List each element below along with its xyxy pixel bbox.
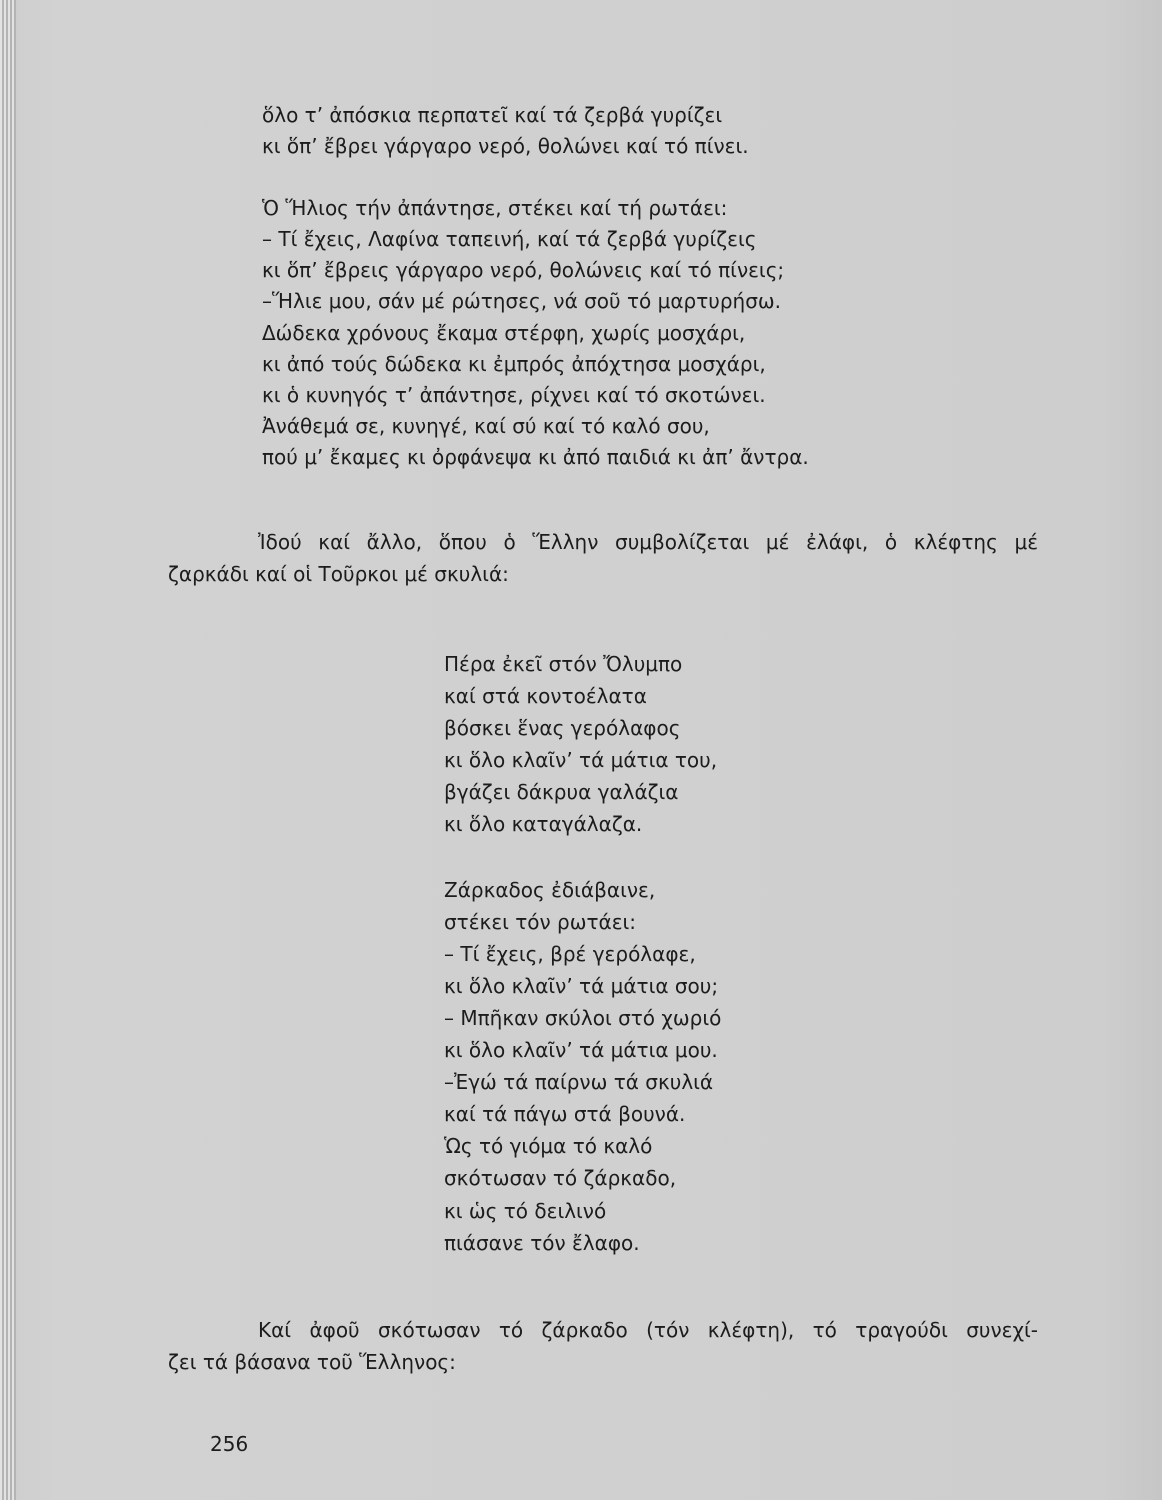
poem-line: Πέρα ἐκεῖ στόν Ὄλυμπο — [444, 652, 683, 676]
page-edge — [0, 0, 16, 1500]
prose-paragraph — [168, 526, 1038, 590]
poem-line: κι ὅπ’ ἔβρει γάργαρο νερό, θολώνει καί τό πίνει. — [262, 134, 749, 159]
poem-line: Ὁ Ἥλιος τήν ἀπάντησε, στέκει καί τή ρωτάει: — [262, 196, 728, 221]
poem-line: πού μ’ ἔκαμες κι ὀρφάνεψα κι ἀπό παιδιά κι ἀπ’ ἄντρα. — [262, 444, 809, 469]
paragraph-line: ζαρκάδι καί οἱ Τοῦρκοι μέ σκυλιά: — [168, 562, 509, 586]
poem-line: – Μπῆκαν σκύλοι στό χωριό — [444, 1005, 722, 1030]
poem-line: καί τά πάγω στά βουνά. — [444, 1102, 686, 1127]
poem-line: κι ὅλο κλαῖν’ τά μάτια του, — [444, 748, 718, 773]
stanza-gap — [262, 162, 809, 193]
stanza-gap — [444, 841, 721, 874]
poem-line: –Ἥλιε μου, σάν μέ ρώτησες, νά σοῦ τό μαρτυρήσω. — [262, 289, 781, 314]
poem-line: κι ὡς τό δειλινό — [444, 1198, 607, 1223]
poem-line: κι ὁ κυνηγός τ’ ἀπάντησε, ρίχνει καί τό σκοτώνει. — [262, 382, 766, 407]
prose-paragraph — [168, 1314, 1038, 1378]
poem-line: καί στά κοντοέλατα — [444, 684, 647, 709]
poem-line: – Τί ἔχεις, Λαφίνα ταπεινή, καί τά ζερβά γυρίζεις — [262, 227, 757, 252]
poem-line: κι ὅλο καταγάλαζα. — [444, 812, 643, 837]
page-number: 256 — [210, 1432, 249, 1456]
poem-line: Ζάρκαδος ἐδιάβαινε, — [444, 877, 656, 902]
poem-line: σκότωσαν τό ζάρκαδο, — [444, 1166, 677, 1191]
poem-line: κι ἀπό τούς δώδεκα κι ἐμπρός ἀπόχτησα μοσχάρι, — [262, 351, 766, 376]
paragraph-first-line: Καί ἀφοῦ σκότωσαν τό ζάρκαδο (τόν κλέφτη), τό τραγούδι συνεχί- — [258, 1318, 1038, 1342]
poem-line: Δώδεκα χρόνους ἔκαμα στέρφη, χωρίς μοσχάρι, — [262, 320, 746, 345]
poem-line: πιάσανε τόν ἔλαφο. — [444, 1230, 640, 1255]
poem-line: Ὡς τό γιόμα τό καλό — [444, 1134, 653, 1159]
paragraph-first-line: Ἰδού καί ἄλλο, ὅπου ὁ Ἕλλην συμβολίζεται μέ ἐλάφι, ὁ κλέφτης μέ — [258, 530, 1038, 554]
poem-line: – Τί ἔχεις, βρέ γερόλαφε, — [444, 941, 696, 966]
poem-line: Ἀνάθεμά σε, κυνηγέ, καί σύ καί τό καλό σου, — [262, 413, 710, 438]
poem-line: στέκει τόν ρωτάει: — [444, 909, 637, 934]
paragraph-line: ζει τά βάσανα τοῦ Ἕλληνος: — [168, 1350, 456, 1374]
poem-line: ὅλο τ’ ἀπόσκια περπατεῖ καί τά ζερβά γυρίζει — [262, 103, 723, 127]
poem-line: κι ὅπ’ ἔβρεις γάργαρο νερό, θολώνεις καί τό πίνεις; — [262, 258, 785, 283]
poem-line: βόσκει ἕνας γερόλαφος — [444, 716, 681, 741]
poem-line: βγάζει δάκρυα γαλάζια — [444, 780, 679, 805]
poem-line: κι ὅλο κλαῖν’ τά μάτια μου. — [444, 1038, 718, 1063]
poem-old-deer — [444, 648, 721, 1259]
poem-line: κι ὅλο κλαῖν’ τά μάτια σου; — [444, 973, 719, 998]
poem-line: –Ἐγώ τά παίρνω τά σκυλιά — [444, 1070, 714, 1095]
poem-lament-of-the-doe — [262, 100, 809, 473]
